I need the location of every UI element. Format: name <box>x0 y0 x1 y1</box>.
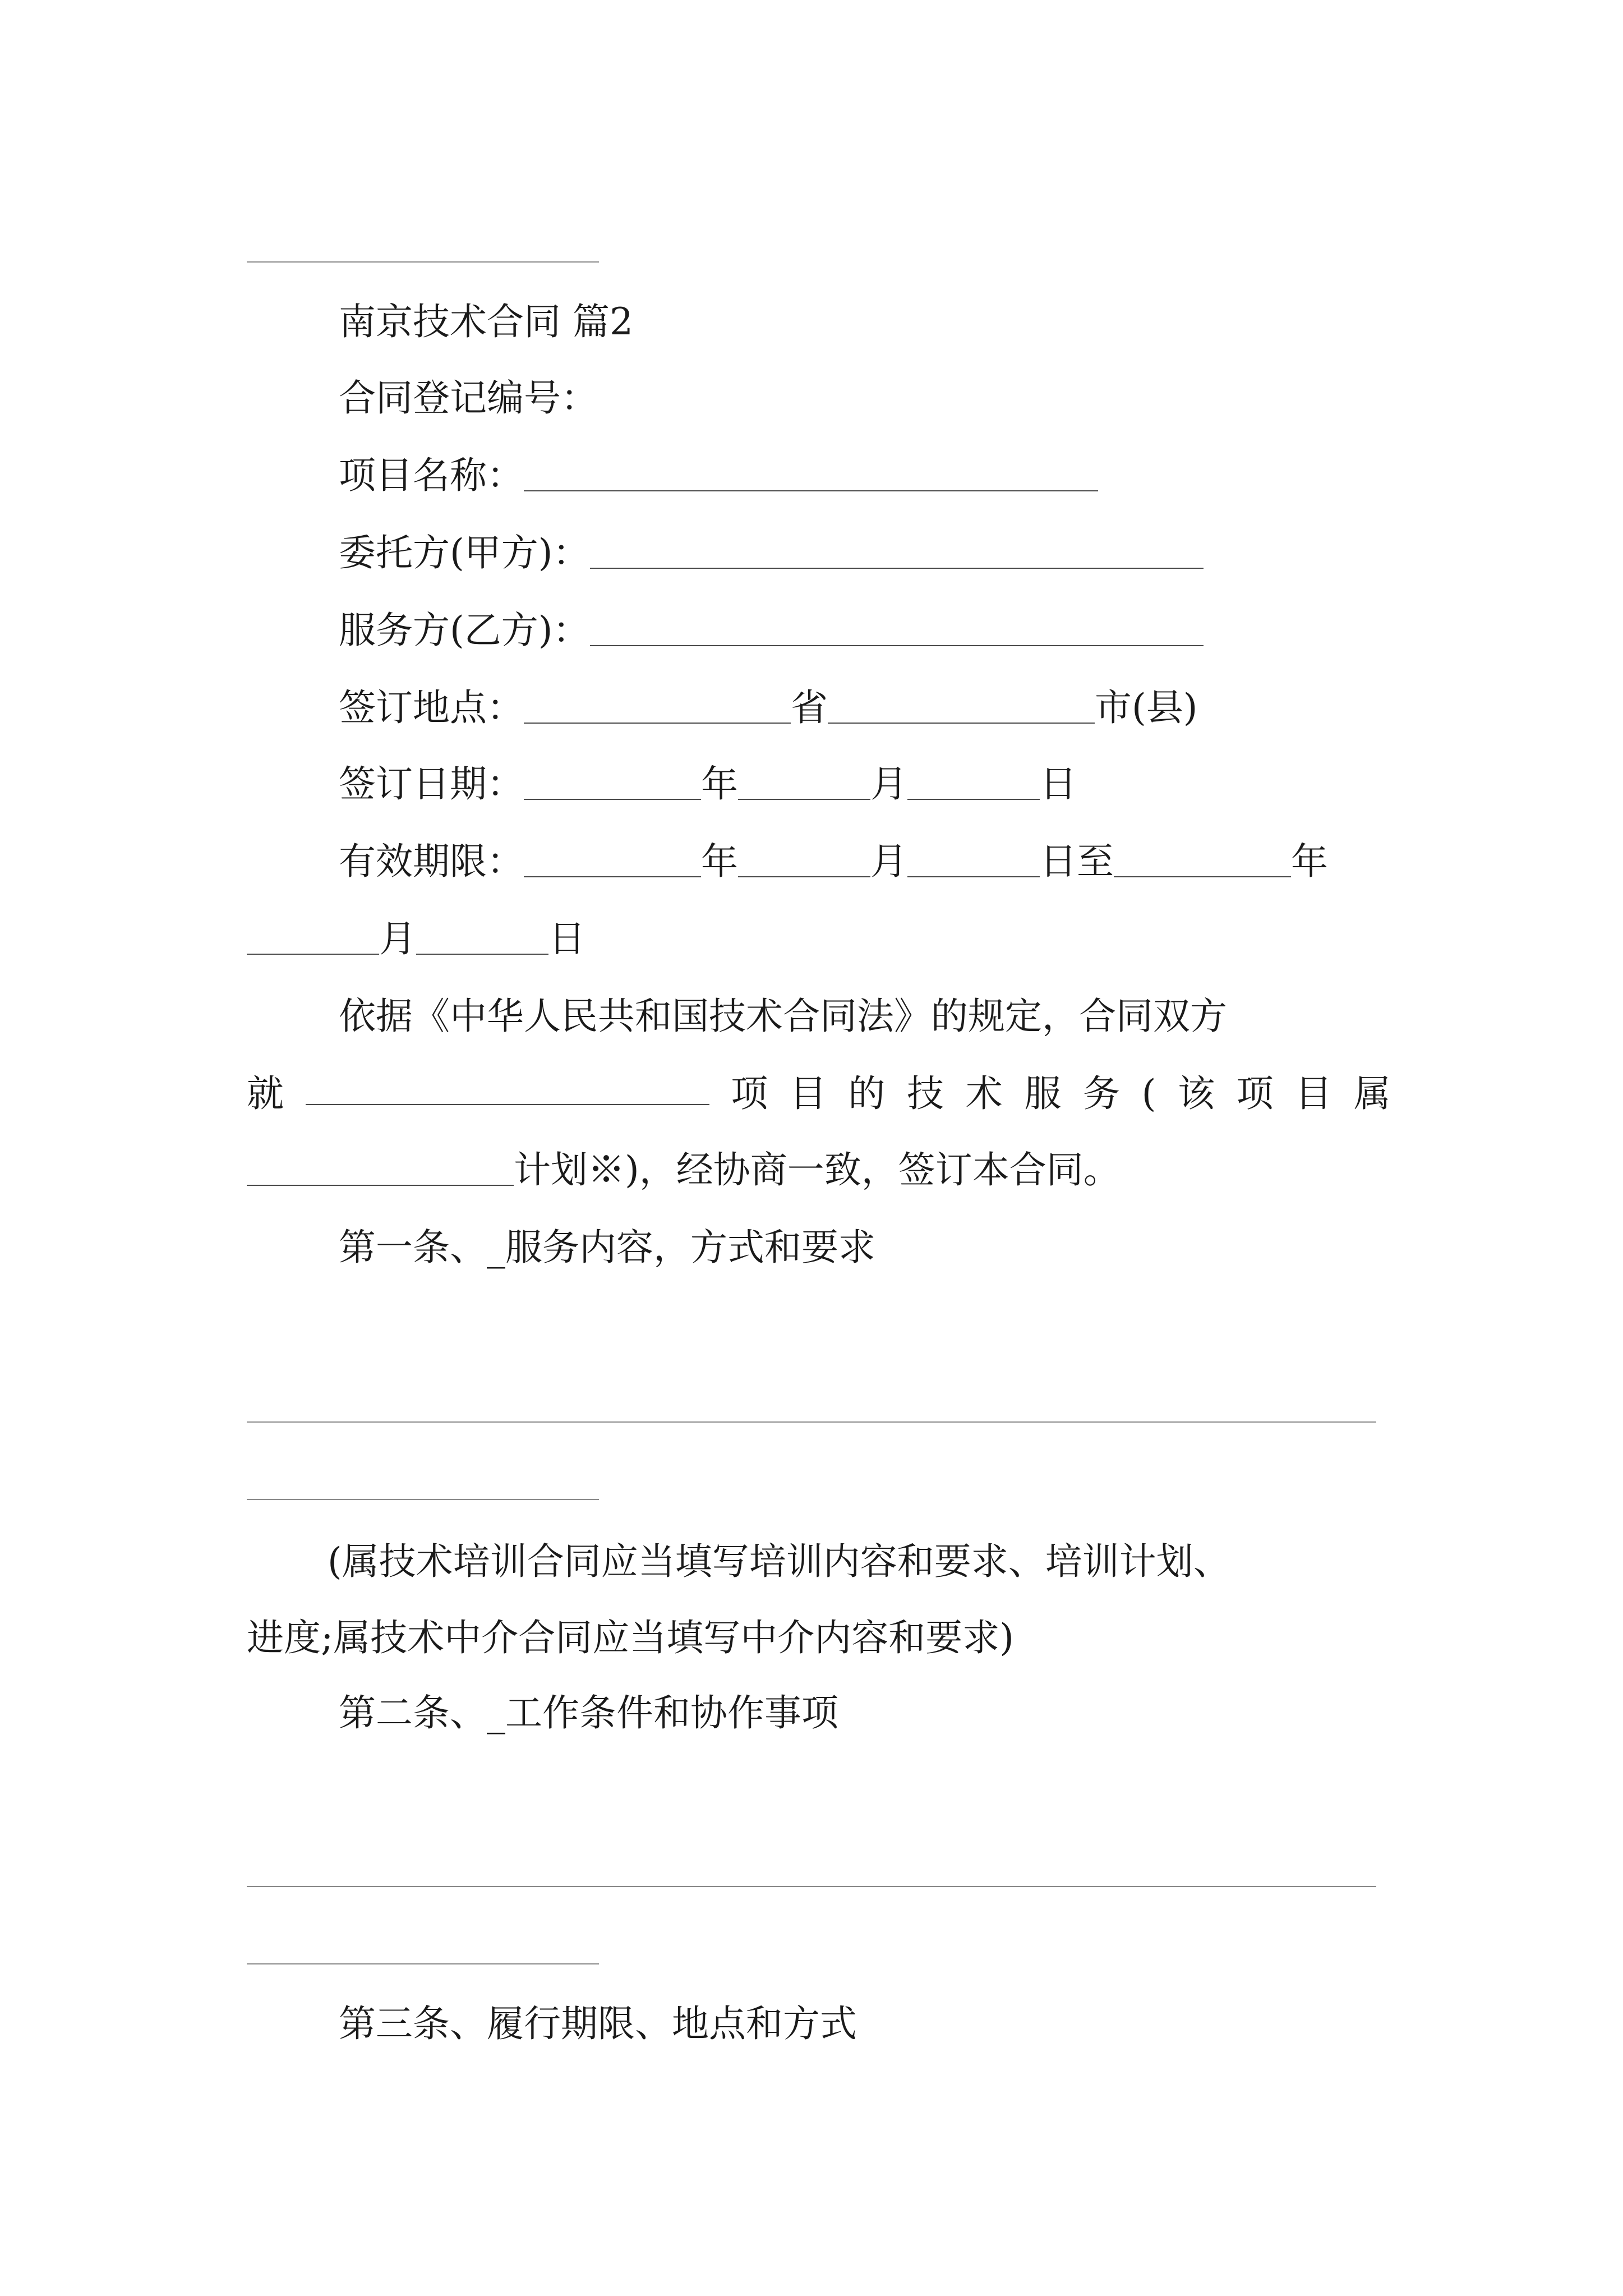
validity-line-2: 月 日 <box>247 917 585 961</box>
valid-year-blank[interactable] <box>524 844 701 877</box>
basis-line-3: 计划※)，经协商一致，签订本合同。 <box>247 1148 1121 1193</box>
basis-line-1: 依据《中华人民共和国技术合同法》的规定，合同双方 <box>339 995 1227 1038</box>
article-3-heading: 第三条、履行期限、地点和方式 <box>339 2002 857 2045</box>
article-2-heading: 第二条、_工作条件和协作事项 <box>339 1691 838 1734</box>
valid-month2-blank[interactable] <box>247 921 379 955</box>
date-month-blank[interactable] <box>738 766 870 800</box>
article-1-fill-line <box>247 1421 1376 1423</box>
date-line: 签订日期： 年 月 日 <box>339 762 1077 806</box>
basis-line-2: 就 项 目 的 技 术 服 务 ( 该 项 目 属 <box>247 1072 1391 1115</box>
article-1-fill-line-short <box>247 1499 599 1500</box>
valid-year2-blank[interactable] <box>1114 844 1291 877</box>
article-1-heading: 第一条、_服务内容，方式和要求 <box>339 1226 875 1269</box>
basis-plan-blank[interactable] <box>247 1152 514 1186</box>
note-1-line-2: 进度;属技术中介合同应当填写中介内容和要求) <box>247 1616 1014 1659</box>
doc-title: 南京技术合同 篇2 <box>339 300 633 343</box>
service-blank[interactable] <box>590 613 1204 646</box>
article-2-fill-line-short <box>247 1963 599 1964</box>
valid-day2-blank[interactable] <box>416 921 548 955</box>
validity-line: 有效期限： 年 月 日至 年 <box>339 840 1328 883</box>
city-blank[interactable] <box>828 690 1095 724</box>
project-name-line: 项目名称： <box>339 453 1098 498</box>
place-line: 签订地点： 省 市(县) <box>339 686 1198 729</box>
valid-month-blank[interactable] <box>738 844 870 877</box>
reg-no-line: 合同登记编号： <box>339 376 598 420</box>
date-day-blank[interactable] <box>907 766 1040 800</box>
project-name-blank[interactable] <box>524 458 1098 491</box>
basis-project-blank[interactable] <box>306 1071 709 1105</box>
client-line: 委托方(甲方)： <box>339 531 1204 576</box>
client-blank[interactable] <box>590 535 1204 569</box>
article-2-fill-line <box>247 1886 1376 1887</box>
province-blank[interactable] <box>524 690 791 724</box>
valid-day-blank[interactable] <box>907 844 1040 877</box>
date-year-blank[interactable] <box>524 766 701 800</box>
service-line: 服务方(乙方)： <box>339 608 1204 653</box>
note-1-line-1: (属技术培训合同应当填写培训内容和要求、培训计划、 <box>328 1540 1230 1583</box>
top-divider <box>247 261 599 263</box>
